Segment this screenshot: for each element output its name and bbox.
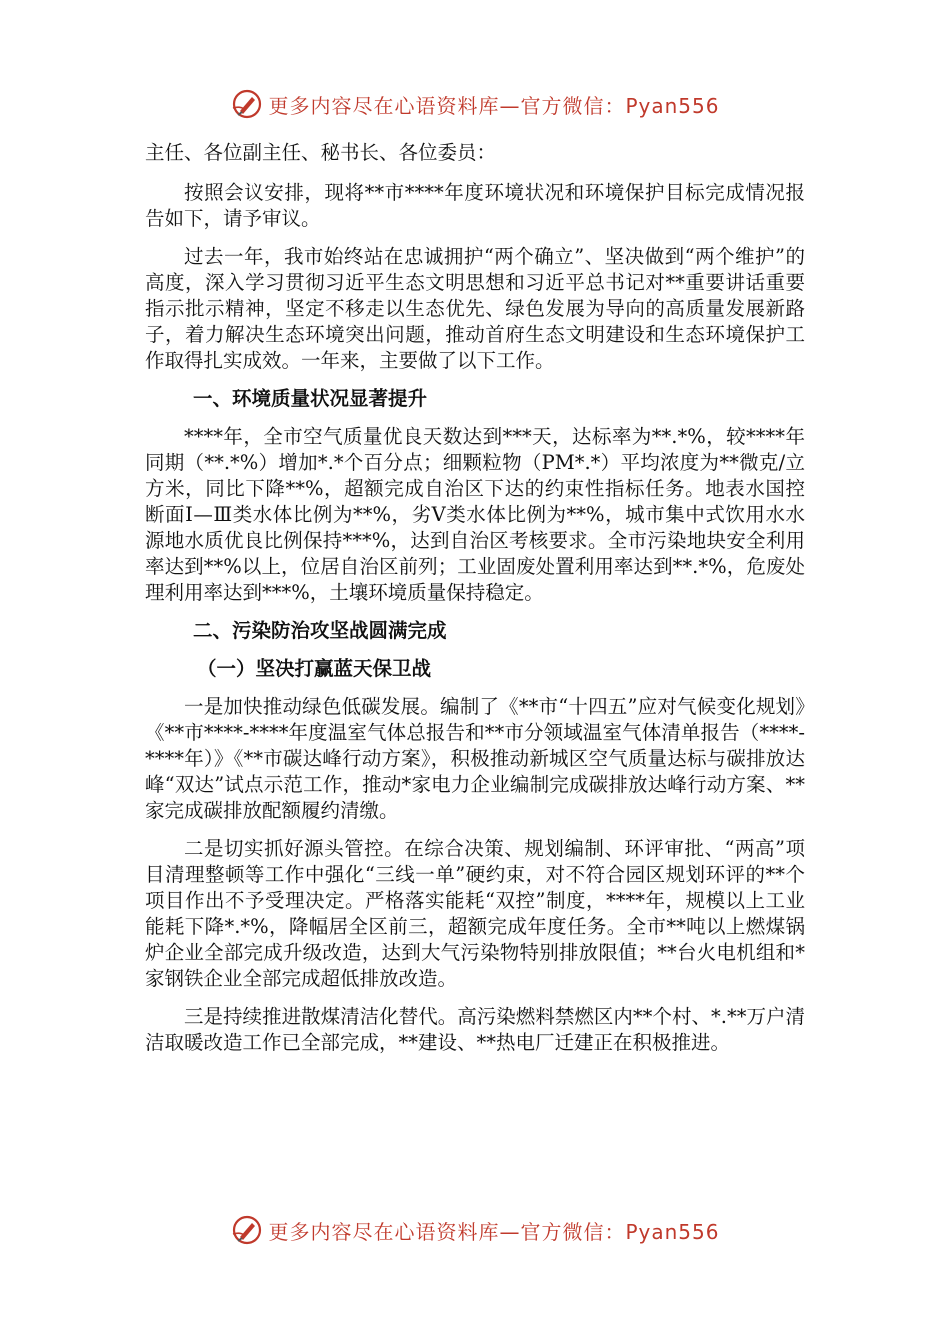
section-heading: 一、环境质量状况显著提升 [193,387,428,410]
pen-logo-icon [230,1213,264,1247]
header-banner [0,84,950,124]
overview-paragraph: 过去一年，我市始终站在忠诚拥护“两个确立”、坚决做到“两个维护”的高度，深入学习贯彻习近平生态文明思想和习近平总书记对**重要讲话重要指示批示精神，坚定不移走以生态优先、绿色发展为导向的高质量发展新路子，着力解决生态环境突出问题，推动首府生态文明建设和生态环境保护工作取得扎实成效。一年来，主要做了以下工作。 [145,245,805,372]
section-heading: 二、污染防治攻坚战圆满完成 [193,619,447,642]
salutation: 主任、各位副主任、秘书长、各位委员： [145,141,497,164]
subsection-heading: （一）坚决打赢蓝天保卫战 [197,657,432,680]
intro-paragraph: 按照会议安排，现将**市****年度环境状况和环境保护目标完成情况报告如下，请予审议。 [145,181,805,230]
body-paragraph: 二是切实抓好源头管控。在综合决策、规划编制、环评审批、“两高”项目清理整顿等工作中强化“三线一单”硬约束，对不符合园区规划环评的**个项目作出不予受理决定。严格落实能耗“双控”制度，****年，规模以上工业能耗下降*.*%，降幅居全区前三，超额完成年度任务。全市**吨以上燃煤锅炉企业全部完成升级改造，达到大气污染物特别排放限值；**台火电机组和*家钢铁企业全部完成超低排放改造。 [145,837,805,990]
body-paragraph: 一是加快推动绿色低碳发展。编制了《**市“十四五”应对气候变化规划》《**市****-****年度温室气体总报告和**市分领域温室气体清单报告（****-****年）》《**市碳达峰行动方案》，积极推动新城区空气质量达标与碳排放达峰“双达”试点示范工作，推动*家电力企业编制完成碳排放达峰行动方案、**家完成碳排放配额履约清缴。 [145,695,805,822]
document-body [145,140,805,1068]
environment-quality-paragraph: ****年，全市空气质量优良天数达到***天，达标率为**.*%，较****年同期（**.*%）增加*.*个百分点；细颗粒物（PM*.*）平均浓度为**微克/立方米，同比下降**%，超额完成自治区下达的约束性指标任务。地表水国控断面Ⅰ—Ⅲ类水体比例为**%，劣Ⅴ类水体比例为**%，城市集中式饮用水水源地水质优良比例保持***%，达到自治区考核要求。全市污染地块安全利用率达到**%以上，位居自治区前列；工业固废处置利用率达到**.*%，危废处理利用率达到***%，土壤环境质量保持稳定。 [145,425,805,604]
banner-text: 更多内容尽在心语资料库—官方微信：Pyan556 [268,1219,720,1244]
footer-banner [0,1210,950,1250]
pen-logo-icon [230,87,264,121]
banner-text: 更多内容尽在心语资料库—官方微信：Pyan556 [268,93,720,118]
body-paragraph: 三是持续推进散煤清洁化替代。高污染燃料禁燃区内**个村、*.**万户清洁取暖改造工作已全部完成，**建设、**热电厂迁建正在积极推进。 [145,1005,805,1054]
